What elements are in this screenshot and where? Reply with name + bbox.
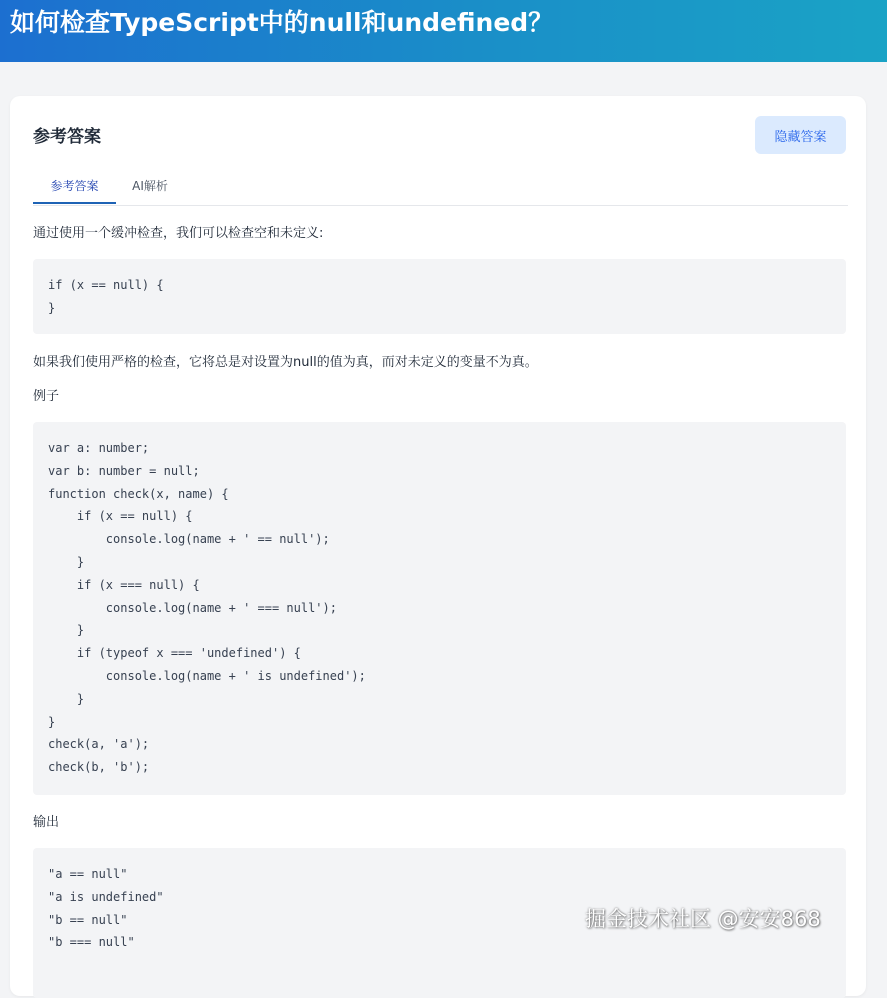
code-block-example (33, 422, 846, 795)
card-title: 参考答案 (33, 127, 101, 147)
code-block-null-check (33, 259, 846, 334)
example-label: 例子 (33, 389, 60, 404)
tab-reference-answer[interactable]: 参考答案 (33, 168, 116, 204)
page-header (0, 0, 887, 62)
page-title: 如何检查TypeScript中的null和undefined？ (10, 8, 554, 37)
answer-tabs (33, 168, 848, 206)
code-example: var a: number; var b: number = null; function check(x, name) { if (x == null) { console.log(name + ' == null'); } if (x === null) { console.log(name + ' === null'); } if (typeof x === 'undefined') { console.log(name + ' is undefined'); } } check(a, 'a'); check(b, 'b'); (48, 441, 366, 775)
answer-card (10, 96, 866, 996)
intro-text: 通过使用一个缓冲检查，我们可以检查空和未定义: (33, 226, 324, 241)
output-label: 输出 (33, 815, 60, 830)
strict-check-text: 如果我们使用严格的检查，它将总是对设置为null的值为真，而对未定义的变量不为真。 (33, 355, 538, 370)
code-output: "a == null" "a is undefined" "b == null" "b === null" (48, 867, 164, 950)
tab-ai-analysis[interactable]: AI解析 (132, 179, 168, 193)
watermark: 掘金技术社区 @安安868 (585, 907, 821, 931)
code-null-check: if (x == null) { } (48, 278, 164, 315)
hide-answer-button[interactable]: 隐藏答案 (755, 116, 846, 154)
